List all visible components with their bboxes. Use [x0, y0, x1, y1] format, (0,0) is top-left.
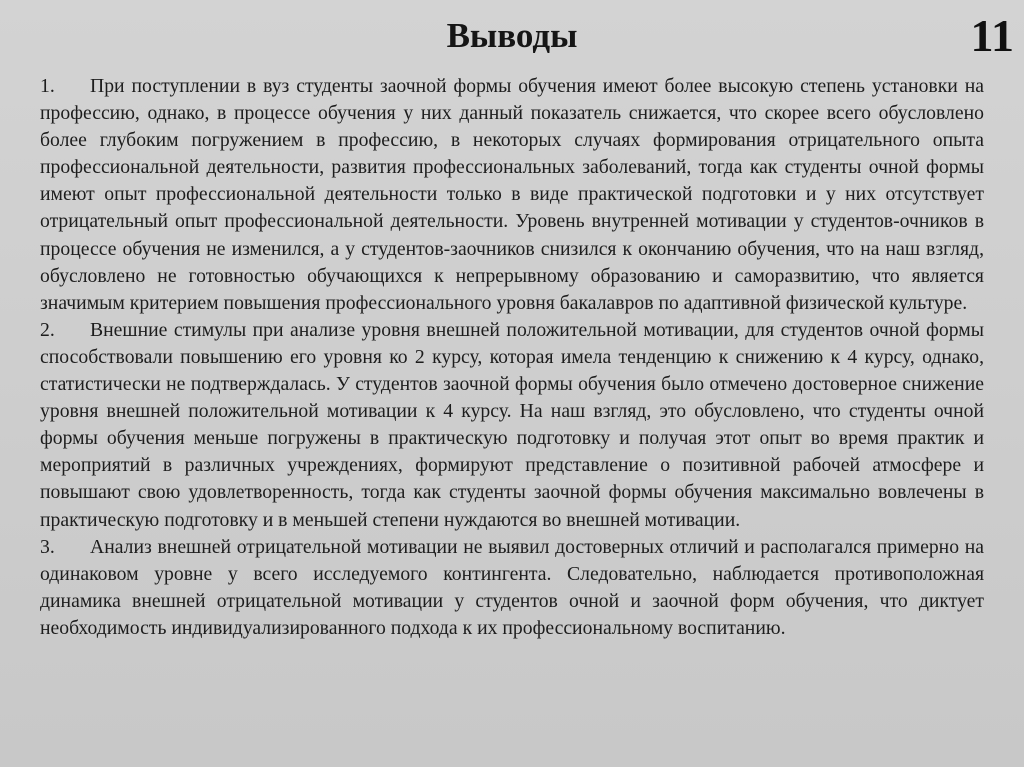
page-number: 11: [970, 10, 1014, 61]
conclusion-item-3: [40, 534, 984, 642]
conclusion-item-2: [40, 317, 984, 534]
conclusion-number: 1.: [40, 75, 55, 97]
conclusion-number: 2.: [40, 318, 55, 341]
conclusion-text: Анализ внешней отрицательной мотивации не выявил достоверных отличий и располагался примерно на одинаковом уровне у всего исследуемого контингента. Следовательно, наблюдается противоположная динамика внешней отрицательной мотивации у студентов очной и заочной форм обучения, что диктует необходимость индивидуализированного подхода к их профессиональному воспитанию.: [40, 535, 984, 639]
slide-title: Выводы: [446, 16, 578, 55]
conclusion-item-1: [40, 73, 984, 317]
conclusion-text: Внешние стимулы при анализе уровня внешней положительной мотивации, для студентов очной формы способствовали повышению его уровня ко 2 курсу, которая имела тенденцию к снижению к 4 курсу, однако, статистически не подтверждалась. У студентов заочной формы обучения было отмечено достоверное снижение уровня внешней положительной мотивации к 4 курсу. На наш взгляд, это обусловлено, что студенты очной формы обучения меньше погружены в практическую подготовку и получая этот опыт во время практик и мероприятий в различных учреждениях, формируют представление о позитивной рабочей атмосфере и повышают свою удовлетворенность, тогда как студенты заочной формы обучения максимально вовлечены в практическую подготовку и в меньшей степени нуждаются во внешней мотивации.: [40, 318, 984, 531]
conclusion-text: При поступлении в вуз студенты заочной формы обучения имеют более высокую степень установки на профессию, однако, в процессе обучения у них данный показатель снижается, что скорее всего обусловлено более глубоким погружением в профессию, в некоторых случаях формирования отрицательного опыта профессиональной деятельности, развития профессиональных заболеваний, тогда как студенты очной формы имеют опыт профессиональной деятельности только в виде практической подготовки и у них отсутствует отрицательный опыт профессиональной деятельности. Уровень внутренней мотивации у студентов-очников в процессе обучения не изменился, а у студентов-заочников снизился к окончанию обучения, что на наш взгляд, обусловлено не готовностью обучающихся к непрерывному образованию и саморазвитию, что является значимым критерием повышения профессионального уровня бакалавров по адаптивной физической культуре.: [40, 75, 984, 314]
conclusions-list: [40, 73, 984, 642]
conclusion-number: 3.: [40, 535, 55, 558]
